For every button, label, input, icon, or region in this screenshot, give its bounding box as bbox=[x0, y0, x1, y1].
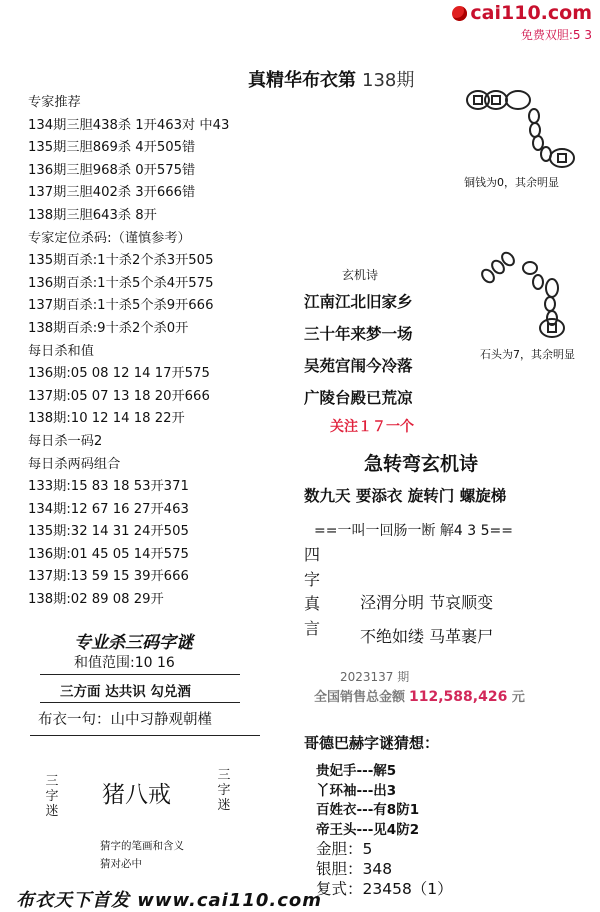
poem-line: 江南江北旧家乡 bbox=[304, 293, 413, 311]
sales-unit: 元 bbox=[511, 690, 525, 705]
pro-kill-title: 专业杀三码字谜 bbox=[74, 633, 193, 653]
poem-line: 吴苑宫闱今冷落 bbox=[304, 357, 413, 375]
ball-icon bbox=[452, 6, 467, 21]
left-list bbox=[28, 92, 229, 612]
list-item: 复式：23458（1） bbox=[316, 879, 453, 898]
sanzi-left: 三字迷 bbox=[45, 774, 59, 819]
poem-line: 三十年来梦一场 bbox=[304, 325, 413, 343]
list-item: 136期三胆968杀 0开575错 bbox=[28, 162, 196, 178]
list-item: 专家推荐 bbox=[28, 95, 81, 110]
sizi-label: 四字真言 bbox=[304, 545, 321, 638]
sanzi-right: 三字迷 bbox=[217, 768, 231, 813]
riddle-line: 数九天 要添衣 旋转门 螺旋梯 bbox=[304, 487, 507, 505]
list-item: 137期:13 59 15 39开666 bbox=[28, 569, 189, 585]
list-item: 138期:10 12 14 18 22开 bbox=[28, 411, 185, 427]
title-main: 真精华布衣第 bbox=[248, 70, 356, 91]
copper-caption: 铜钱为0，其余明显 bbox=[464, 176, 559, 189]
list-item: 135期三胆869杀 4开505错 bbox=[28, 140, 196, 156]
list-item: 贵妃手---解5 bbox=[316, 763, 397, 779]
list-item: 136期:01 45 05 14开575 bbox=[28, 546, 189, 562]
list-item: 每日杀一码2 bbox=[28, 433, 103, 449]
hint-line-1: 猜字的笔画和含义 bbox=[100, 840, 184, 852]
list-item: 136期:05 08 12 14 17开575 bbox=[28, 366, 210, 382]
zhenyan-line: 不绝如缕 马革裹尸 bbox=[360, 627, 494, 646]
divider bbox=[40, 702, 240, 703]
list-item: 134期三胆438杀 1开463对 中43 bbox=[28, 117, 230, 133]
list-item: 银胆：348 bbox=[316, 859, 393, 878]
list-item: 138期三胆643杀 8开 bbox=[28, 207, 157, 223]
list-item: 每日杀两码组合 bbox=[28, 456, 121, 472]
pig-riddle: 猪八戒 bbox=[102, 782, 171, 808]
sales-label: 全国销售总金额 bbox=[314, 690, 406, 705]
title-issue: 138期 bbox=[362, 70, 415, 91]
goldbach-title: 哥德巴赫字谜猜想： bbox=[304, 734, 440, 752]
list-item: 136期百杀:1十杀5个杀4开575 bbox=[28, 275, 214, 291]
list-item: 138期:02 89 08 29开 bbox=[28, 592, 164, 608]
list-item: 每日杀和值 bbox=[28, 343, 94, 359]
footer: 布衣天下首发 www.cai110.com bbox=[16, 890, 323, 911]
list-item: 137期:05 07 13 18 20开666 bbox=[28, 388, 210, 404]
list-item: 帝王头---见4防2 bbox=[316, 821, 420, 838]
list-item: 133期:15 83 18 53开371 bbox=[28, 479, 189, 495]
hint-line-2: 猜对必中 bbox=[100, 858, 142, 870]
list-item: 137期三胆402杀 3开666错 bbox=[28, 185, 196, 201]
list-item: 137期百杀:1十杀5个杀9开666 bbox=[28, 298, 214, 314]
poem-line: 广陵台殿已荒凉 bbox=[304, 389, 413, 407]
sales-total bbox=[314, 686, 525, 705]
free-pick: 免费双胆:5 3 bbox=[520, 28, 592, 42]
jzw-title: 急转弯玄机诗 bbox=[364, 453, 479, 475]
list-item: 134期:12 67 16 27开463 bbox=[28, 501, 189, 517]
buyi-sentence: 布衣一句：山中习静观朝槿 bbox=[38, 712, 212, 728]
list-item: 金胆：5 bbox=[316, 840, 373, 859]
jie-line: ==一叫一回肠一断 解4 3 5== bbox=[314, 523, 513, 539]
divider bbox=[30, 735, 260, 736]
divider bbox=[40, 674, 240, 675]
three-sides: 三方面 达共识 勾兑酒 bbox=[60, 684, 191, 700]
poem-title: 玄机诗 bbox=[342, 268, 379, 282]
site-name: cai110.com bbox=[470, 2, 592, 24]
list-item: 丫环袖---出3 bbox=[316, 782, 397, 799]
copper-coin-chain-icon bbox=[462, 86, 580, 172]
list-item: 百姓衣---有8防1 bbox=[316, 802, 420, 819]
sales-amount: 112,588,426 bbox=[409, 689, 508, 705]
stone-caption: 石头为7，其余明显 bbox=[480, 348, 575, 361]
sum-range: 和值范围:10 16 bbox=[74, 655, 175, 671]
page-title bbox=[248, 66, 414, 92]
goldbach-list bbox=[316, 762, 453, 899]
stone-chain-icon bbox=[478, 248, 588, 344]
list-item: 专家定位杀码:（谨慎参考） bbox=[28, 230, 191, 246]
list-item: 138期百杀:9十杀2个杀0开 bbox=[28, 320, 189, 336]
site-logo[interactable] bbox=[452, 2, 592, 24]
list-item: 135期百杀:1十杀2个杀3开505 bbox=[28, 253, 214, 269]
sales-issue: 2023137 期 bbox=[340, 670, 410, 684]
follow-tip: 关注１７一个 bbox=[330, 419, 414, 435]
list-item: 135期:32 14 31 24开505 bbox=[28, 524, 189, 540]
zhenyan-line: 泾渭分明 节哀顺变 bbox=[360, 593, 494, 612]
